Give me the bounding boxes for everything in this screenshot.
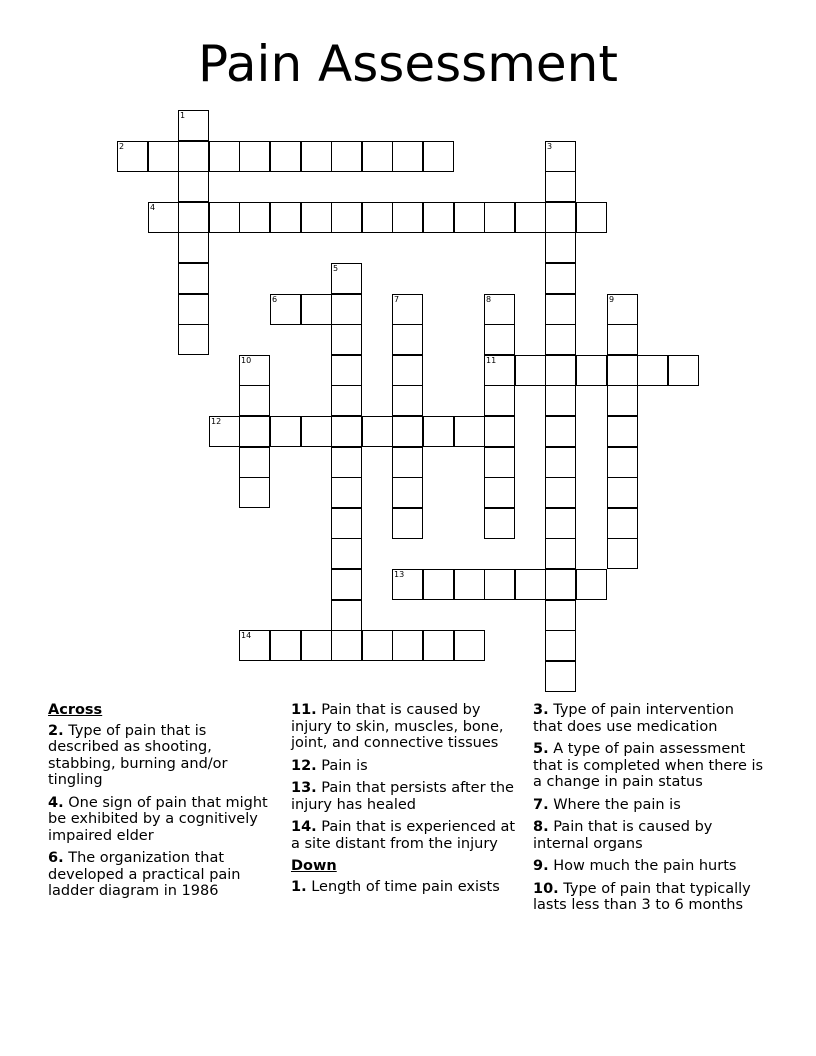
grid-cell[interactable] <box>178 141 209 172</box>
grid-cell[interactable] <box>423 202 454 233</box>
clue-number: 4 <box>150 203 156 212</box>
grid-cell[interactable] <box>392 355 423 386</box>
clue-number-label: 7. <box>533 796 549 813</box>
clue-number-label: 11. <box>291 702 317 718</box>
grid-cell[interactable] <box>148 141 179 172</box>
grid-cell[interactable] <box>668 355 699 386</box>
grid-cell[interactable] <box>331 416 362 447</box>
grid-cell[interactable] <box>545 171 576 202</box>
clue-text: Pain that is caused by internal organs <box>533 819 713 852</box>
grid-cell[interactable] <box>545 202 576 233</box>
puzzle-title: Pain Assessment <box>198 35 618 93</box>
grid-cell[interactable] <box>239 630 270 661</box>
grid-cell[interactable] <box>239 355 270 386</box>
grid-cell[interactable] <box>607 477 638 508</box>
grid-cell[interactable] <box>515 569 546 600</box>
grid-cell[interactable] <box>301 630 332 661</box>
clue-number: 9 <box>609 295 615 304</box>
grid-cell[interactable] <box>270 141 301 172</box>
grid-cell[interactable] <box>607 538 638 569</box>
grid-cell[interactable] <box>484 477 515 508</box>
clue-number-label: 14. <box>291 819 317 835</box>
grid-cell[interactable] <box>331 508 362 539</box>
clue <box>291 702 523 752</box>
grid-cell[interactable] <box>178 202 209 233</box>
clue-number-label: 4. <box>48 794 64 811</box>
grid-cell[interactable] <box>545 508 576 539</box>
clue-text: One sign of pain that might be exhibited by a cognitively impaired elder <box>48 794 268 844</box>
grid-cell[interactable] <box>545 232 576 263</box>
grid-cell[interactable] <box>607 355 638 386</box>
grid-cell[interactable] <box>545 416 576 447</box>
grid-cell[interactable] <box>239 385 270 416</box>
grid-cell[interactable] <box>331 294 362 325</box>
grid-cell[interactable] <box>607 416 638 447</box>
clue-number-label: 10. <box>533 880 559 897</box>
grid-cell[interactable] <box>423 141 454 172</box>
clue-number: 6 <box>272 295 278 304</box>
grid-cell[interactable] <box>545 355 576 386</box>
clue-text: How much the pain hurts <box>553 858 737 874</box>
clue <box>48 723 280 789</box>
grid-cell[interactable] <box>209 416 240 447</box>
clue-text: A type of pain assessment that is completed when there is a change in pain status <box>533 741 764 790</box>
clue-column-1 <box>48 702 280 906</box>
clue <box>533 702 765 735</box>
clue-number: 13 <box>394 570 405 579</box>
grid-cell[interactable] <box>362 141 393 172</box>
clue-number: 12 <box>211 417 222 426</box>
clue-text: Type of pain that is described as shooting, stabbing, burning and/or tingling <box>48 722 228 788</box>
grid-cell[interactable] <box>423 416 454 447</box>
grid-cell[interactable] <box>484 569 515 600</box>
grid-cell[interactable] <box>454 202 485 233</box>
grid-cell[interactable] <box>637 355 668 386</box>
grid-cell[interactable] <box>178 110 209 141</box>
clue-text: Type of pain that typically lasts less than 3 to 6 months <box>533 880 751 913</box>
grid-cell[interactable] <box>545 538 576 569</box>
grid-cell[interactable] <box>576 355 607 386</box>
clue-number: 1 <box>180 111 186 120</box>
grid-cell[interactable] <box>607 385 638 416</box>
grid-cell[interactable] <box>331 202 362 233</box>
across-heading: Across <box>48 702 103 718</box>
grid-cell[interactable] <box>484 294 515 325</box>
grid-cell[interactable] <box>362 630 393 661</box>
grid-cell[interactable] <box>454 416 485 447</box>
grid-cell[interactable] <box>484 355 515 386</box>
clue <box>48 850 280 900</box>
clue-text: Pain that is caused by injury to skin, muscles, bone, joint, and connective tissues <box>291 702 504 751</box>
clue-column-3 <box>533 702 765 920</box>
clue-text: Pain that is experienced at a site distant from the injury <box>291 819 516 852</box>
clue-number: 7 <box>394 295 400 304</box>
grid-cell[interactable] <box>270 202 301 233</box>
grid-cell[interactable] <box>331 630 362 661</box>
grid-cell[interactable] <box>117 141 148 172</box>
grid-cell[interactable] <box>392 294 423 325</box>
clue-column-2 <box>291 702 523 901</box>
clue-number: 11 <box>486 356 497 365</box>
down-heading: Down <box>291 858 337 874</box>
clue-number-label: 2. <box>48 722 64 739</box>
grid-cell[interactable] <box>392 569 423 600</box>
clue <box>533 858 765 875</box>
grid-cell[interactable] <box>331 355 362 386</box>
clue-text: Where the pain is <box>553 796 681 813</box>
clue-number-label: 13. <box>291 780 317 796</box>
grid-cell[interactable] <box>392 324 423 355</box>
grid-cell[interactable] <box>545 385 576 416</box>
clue-number-label: 3. <box>533 702 549 718</box>
grid-cell[interactable] <box>545 294 576 325</box>
grid-cell[interactable] <box>301 141 332 172</box>
grid-cell[interactable] <box>607 447 638 478</box>
grid-cell[interactable] <box>148 202 179 233</box>
grid-cell[interactable] <box>331 447 362 478</box>
grid-cell[interactable] <box>331 569 362 600</box>
clue-number: 2 <box>119 142 125 151</box>
clue <box>291 780 523 813</box>
grid-cell[interactable] <box>454 630 485 661</box>
grid-cell[interactable] <box>423 630 454 661</box>
grid-cell[interactable] <box>239 141 270 172</box>
clue <box>533 797 765 814</box>
grid-cell[interactable] <box>392 447 423 478</box>
grid-cell[interactable] <box>301 416 332 447</box>
grid-cell[interactable] <box>270 630 301 661</box>
grid-cell[interactable] <box>545 447 576 478</box>
grid-cell[interactable] <box>392 630 423 661</box>
grid-cell[interactable] <box>331 477 362 508</box>
grid-cell[interactable] <box>209 141 240 172</box>
grid-cell[interactable] <box>484 508 515 539</box>
clue-number-label: 6. <box>48 850 64 866</box>
clue <box>291 819 523 852</box>
grid-cell[interactable] <box>270 416 301 447</box>
grid-cell[interactable] <box>270 294 301 325</box>
grid-cell[interactable] <box>545 630 576 661</box>
grid-cell[interactable] <box>576 569 607 600</box>
clue-text: Pain that persists after the injury has healed <box>291 780 514 813</box>
grid-cell[interactable] <box>392 508 423 539</box>
grid-cell[interactable] <box>607 508 638 539</box>
clue-number-label: 9. <box>533 858 549 874</box>
grid-cell[interactable] <box>545 141 576 172</box>
grid-cell[interactable] <box>392 416 423 447</box>
clue <box>533 881 765 914</box>
grid-cell[interactable] <box>545 569 576 600</box>
clue-number: 3 <box>547 142 553 151</box>
clue-text: Pain is <box>321 757 368 774</box>
grid-cell[interactable] <box>331 263 362 294</box>
grid-cell[interactable] <box>331 600 362 631</box>
grid-cell[interactable] <box>515 355 546 386</box>
grid-cell[interactable] <box>178 171 209 202</box>
grid-cell[interactable] <box>331 538 362 569</box>
grid-cell[interactable] <box>392 141 423 172</box>
grid-cell[interactable] <box>392 477 423 508</box>
clue-number: 14 <box>241 631 252 640</box>
grid-cell[interactable] <box>607 294 638 325</box>
grid-cell[interactable] <box>545 263 576 294</box>
grid-cell[interactable] <box>301 294 332 325</box>
grid-cell[interactable] <box>331 385 362 416</box>
clue <box>291 758 523 775</box>
grid-cell[interactable] <box>178 294 209 325</box>
grid-cell[interactable] <box>209 202 240 233</box>
grid-cell[interactable] <box>545 661 576 692</box>
clue <box>533 819 765 852</box>
clue-text: Length of time pain exists <box>311 878 500 895</box>
grid-cell[interactable] <box>239 447 270 478</box>
grid-cell[interactable] <box>545 324 576 355</box>
grid-cell[interactable] <box>331 141 362 172</box>
grid-cell[interactable] <box>423 569 454 600</box>
clue <box>48 795 280 845</box>
grid-cell[interactable] <box>454 569 485 600</box>
clue-number-label: 5. <box>533 741 549 757</box>
grid-cell[interactable] <box>515 202 546 233</box>
grid-cell[interactable] <box>607 324 638 355</box>
grid-cell[interactable] <box>301 202 332 233</box>
grid-cell[interactable] <box>362 416 393 447</box>
grid-cell[interactable] <box>239 477 270 508</box>
clue-text: The organization that developed a practical pain ladder diagram in 1986 <box>48 850 241 899</box>
grid-cell[interactable] <box>484 324 515 355</box>
clue-number-label: 1. <box>291 878 307 895</box>
grid-cell[interactable] <box>178 263 209 294</box>
clue-number: 8 <box>486 295 492 304</box>
grid-cell[interactable] <box>545 600 576 631</box>
grid-cell[interactable] <box>484 202 515 233</box>
clue-number: 5 <box>333 264 339 273</box>
grid-cell[interactable] <box>178 324 209 355</box>
grid-cell[interactable] <box>392 385 423 416</box>
clue-number: 10 <box>241 356 252 365</box>
grid-cell[interactable] <box>484 416 515 447</box>
grid-cell[interactable] <box>239 202 270 233</box>
grid-cell[interactable] <box>484 385 515 416</box>
grid-cell[interactable] <box>545 477 576 508</box>
clue <box>291 879 523 896</box>
clue <box>533 741 765 791</box>
clue-number-label: 12. <box>291 757 317 774</box>
grid-cell[interactable] <box>392 202 423 233</box>
grid-cell[interactable] <box>362 202 393 233</box>
grid-cell[interactable] <box>576 202 607 233</box>
grid-cell[interactable] <box>331 324 362 355</box>
grid-cell[interactable] <box>484 447 515 478</box>
grid-cell[interactable] <box>239 416 270 447</box>
grid-cell[interactable] <box>178 232 209 263</box>
clue-number-label: 8. <box>533 819 549 835</box>
clue-text: Type of pain intervention that does use medication <box>533 702 734 735</box>
